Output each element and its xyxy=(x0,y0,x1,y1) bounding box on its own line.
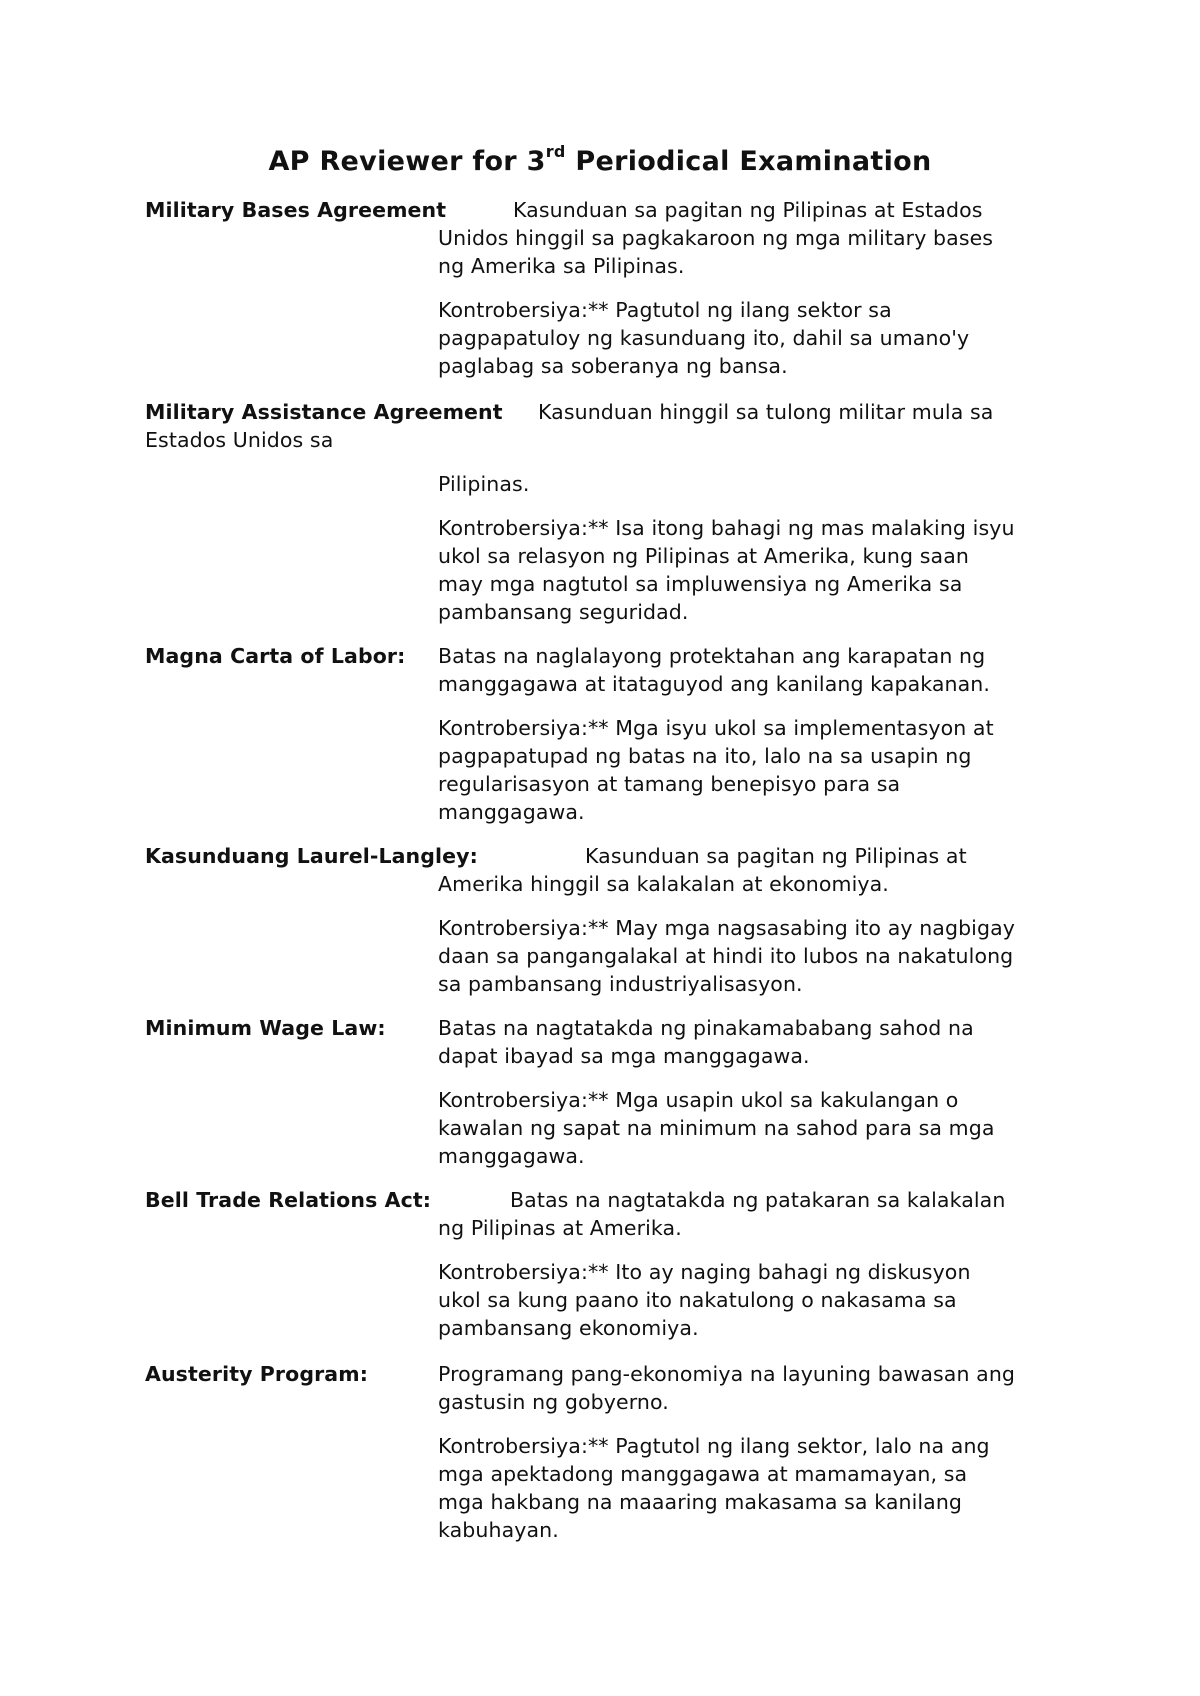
title-suffix: Periodical Examination xyxy=(565,146,932,177)
definition-line: ng Pilipinas at Amerika. xyxy=(438,1216,682,1240)
controversy-line: kabuhayan. xyxy=(438,1518,559,1542)
definition-line: dapat ibayad sa mga manggagawa. xyxy=(438,1044,810,1068)
controversy-line: may mga nagtutol sa impluwensiya ng Amerika sa xyxy=(438,572,963,596)
controversy-line: Kontrobersiya:** Mga isyu ukol sa implementasyon at xyxy=(438,716,994,740)
definition-line: Kasunduan sa pagitan ng Pilipinas at Estados xyxy=(513,198,983,222)
definition-line: Batas na naglalayong protektahan ang karapatan ng xyxy=(438,644,986,668)
controversy-line: manggagawa. xyxy=(438,800,585,824)
controversy-line: mga apektadong manggagawa at mamamayan, sa xyxy=(438,1462,968,1486)
term-kasunduang-laurel-langley: Kasunduang Laurel-Langley: xyxy=(145,844,478,868)
term-military-assistance-agreement: Military Assistance Agreement xyxy=(145,400,503,424)
controversy-line: kawalan ng sapat na minimum na sahod para sa mga xyxy=(438,1116,995,1140)
controversy-line: pagpapatuloy ng kasunduang ito, dahil sa umano'y xyxy=(438,326,970,350)
definition-line: Batas na nagtatakda ng pinakamababang sahod na xyxy=(438,1016,974,1040)
term-military-bases-agreement: Military Bases Agreement xyxy=(145,198,447,222)
controversy-line: mga hakbang na maaaring makasama sa kanilang xyxy=(438,1490,963,1514)
controversy-line: manggagawa. xyxy=(438,1144,585,1168)
controversy-line: regularisasyon at tamang benepisyo para sa xyxy=(438,772,901,796)
definition-line: manggagawa at itataguyod ang kanilang kapakanan. xyxy=(438,672,990,696)
definition-line: Kasunduan sa pagitan ng Pilipinas at xyxy=(585,844,967,868)
controversy-line: Kontrobersiya:** Pagtutol ng ilang sektor sa xyxy=(438,298,892,322)
definition-line: Pilipinas. xyxy=(438,472,530,496)
controversy-line: pambansang ekonomiya. xyxy=(438,1316,699,1340)
controversy-line: daan sa pangangalakal at hindi ito lubos na nakatulong xyxy=(438,944,1014,968)
controversy-line: Kontrobersiya:** May mga nagsasabing ito ay nagbigay xyxy=(438,916,1015,940)
term-magna-carta-of-labor: Magna Carta of Labor: xyxy=(145,644,406,668)
controversy-line: Kontrobersiya:** Isa itong bahagi ng mas malaking isyu xyxy=(438,516,1015,540)
term-minimum-wage-law: Minimum Wage Law: xyxy=(145,1016,386,1040)
definition-line: Estados Unidos sa xyxy=(145,428,334,452)
page-title xyxy=(0,144,1200,180)
term-austerity-program: Austerity Program: xyxy=(145,1362,368,1386)
controversy-line: Kontrobersiya:** Pagtutol ng ilang sektor, lalo na ang xyxy=(438,1434,990,1458)
controversy-line: ukol sa kung paano ito nakatulong o nakasama sa xyxy=(438,1288,957,1312)
controversy-line: paglabag sa soberanya ng bansa. xyxy=(438,354,788,378)
definition-line: Kasunduan hinggil sa tulong militar mula sa xyxy=(538,400,994,424)
controversy-line: Kontrobersiya:** Mga usapin ukol sa kakulangan o xyxy=(438,1088,959,1112)
term-bell-trade-relations-act: Bell Trade Relations Act: xyxy=(145,1188,432,1212)
controversy-line: ukol sa relasyon ng Pilipinas at Amerika, kung saan xyxy=(438,544,969,568)
definition-line: Programang pang-ekonomiya na layuning bawasan ang xyxy=(438,1362,1016,1386)
controversy-line: pambansang seguridad. xyxy=(438,600,689,624)
definition-line: gastusin ng gobyerno. xyxy=(438,1390,669,1414)
title-prefix: AP Reviewer for 3 xyxy=(268,146,546,177)
definition-line: ng Amerika sa Pilipinas. xyxy=(438,254,685,278)
definition-line: Unidos hinggil sa pagkakaroon ng mga military bases xyxy=(438,226,994,250)
definition-line: Batas na nagtatakda ng patakaran sa kalakalan xyxy=(510,1188,1006,1212)
controversy-line: sa pambansang industriyalisasyon. xyxy=(438,972,803,996)
title-superscript: rd xyxy=(545,142,566,161)
definition-line: Amerika hinggil sa kalakalan at ekonomiya. xyxy=(438,872,889,896)
controversy-line: Kontrobersiya:** Ito ay naging bahagi ng diskusyon xyxy=(438,1260,971,1284)
controversy-line: pagpapatupad ng batas na ito, lalo na sa usapin ng xyxy=(438,744,972,768)
